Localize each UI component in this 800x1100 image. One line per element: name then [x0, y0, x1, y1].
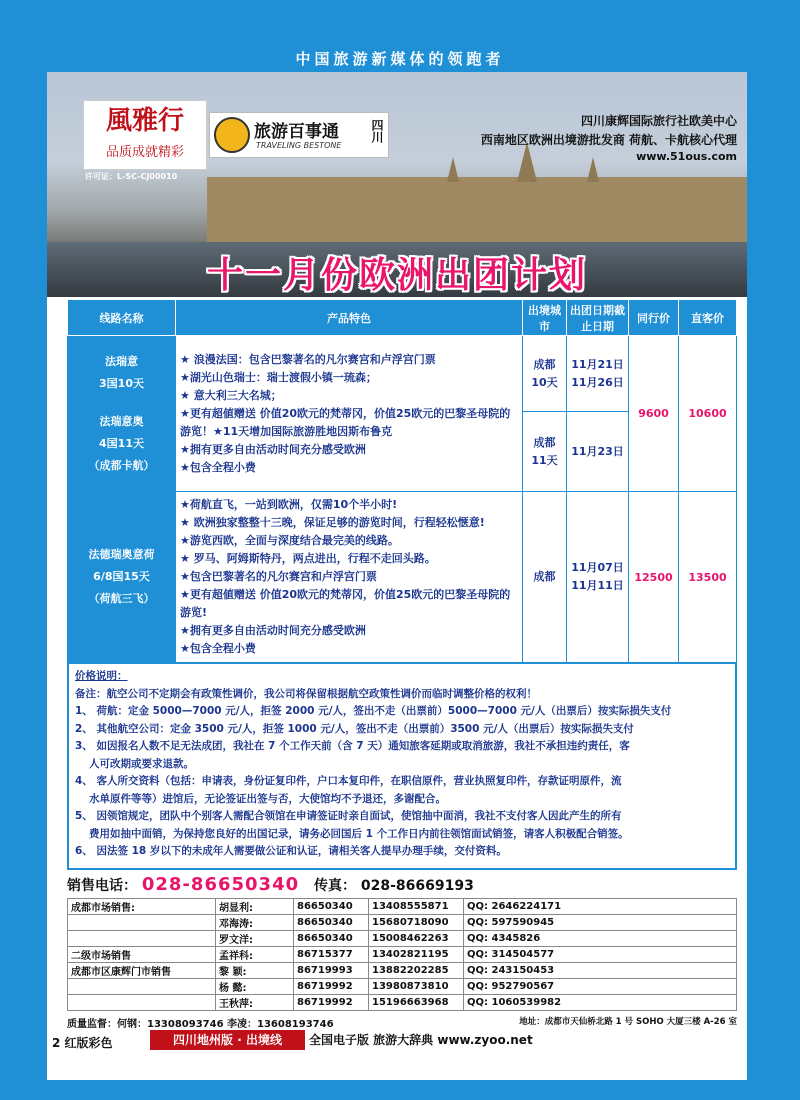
tel-cell: 86650340 [294, 931, 369, 947]
note-item: 4、 客人所交资料（包括：申请表，身份证复印件，户口本复印件，在职信原件，营业执照复印件，存款证明原件，流 [75, 775, 622, 787]
tel-cell: 86650340 [294, 915, 369, 931]
city-group1b [523, 412, 567, 492]
address: 地址：成都市天仙桥北路 1 号 SOHO 大厦三楼 A-26 室 [519, 1017, 737, 1027]
peer-price-group2: 12500 [629, 492, 679, 663]
mascot-icon [214, 117, 250, 153]
tel-cell: 86715377 [294, 947, 369, 963]
dept-cell: 成都市场销售: [68, 899, 216, 915]
dept-cell [68, 995, 216, 1011]
note-item: 水单原件等等）进馆后，无论签证出签与否，大使馆均不予退还，多谢配合。 [89, 792, 446, 805]
dept-cell: 二级市场销售 [68, 947, 216, 963]
route-duration: 6/8国15天 [93, 570, 150, 583]
agency-desc: 西南地区欧洲出境游批发商 荷航、卡航核心代理 [480, 133, 737, 147]
table-row [68, 963, 737, 979]
price-notes [67, 662, 737, 870]
fengyaxing-logo [83, 100, 207, 170]
tour-plan-table [67, 299, 737, 663]
tel-cell: 86650340 [294, 899, 369, 915]
feature-item: ★拥有更多自由活动时间充分感受欧洲 [180, 442, 366, 456]
departure-date: 11月07日 [571, 561, 624, 574]
header-route: 线路名称 [68, 300, 176, 336]
qq-cell: QQ: 314504577 [464, 947, 737, 963]
features-group1 [176, 336, 523, 492]
feature-item: ★ 浪漫法国：包含巴黎著名的凡尔赛宫和卢浮宫门票 [180, 352, 436, 366]
tel-cell: 86719992 [294, 995, 369, 1011]
table-row [68, 899, 737, 915]
feature-item: ★游览西欧，全面与深度结合最完美的线路。 [180, 534, 399, 547]
qq-cell: QQ: 597590945 [464, 915, 737, 931]
note-item: 6、 因法签 18 岁以下的未成年人需要做公证和认证，请相关客人提早办理手续，交付资料。 [75, 845, 507, 857]
feature-item: ★拥有更多自由活动时间充分感受欧洲 [180, 624, 366, 637]
header-city: 出境城市 [523, 300, 567, 336]
feature-item: ★包含全程小费 [180, 460, 256, 474]
staff-table [67, 898, 737, 1011]
city-name: 成都 [533, 357, 556, 371]
parliament-building-image [207, 177, 747, 252]
city-group2: 成都 [523, 492, 567, 663]
mobile-cell: 15680718090 [369, 915, 464, 931]
qq-cell: QQ: 952790567 [464, 979, 737, 995]
city-name: 成都 [533, 435, 556, 449]
features-group2 [176, 492, 523, 663]
note-item: 3、 如因报名人数不足无法成团，我社在 7 个工作天前（含 7 天）通知旅客延期或取消旅游，我社不承担违约责任，客 [75, 740, 630, 752]
qq-cell: QQ: 1060539982 [464, 995, 737, 1011]
license-number: 许可证：L-SC-CJ00010 [85, 172, 178, 181]
slogan: 中国旅游新媒体的领跑者 [295, 50, 505, 68]
qq-cell: QQ: 243150453 [464, 963, 737, 979]
route-group1 [68, 336, 176, 492]
city-days: 11天 [531, 453, 558, 467]
peer-price-group1: 9600 [629, 336, 679, 492]
feature-item: ★荷航直飞，一站到欧洲，仅需10个半小时! [180, 498, 398, 511]
route-name: 法瑞意奥 [99, 414, 144, 428]
departure-date: 11月11日 [571, 579, 624, 592]
feature-item: ★更有超値赠送 价值20欧元的梵蒂冈，价值25欧元的巴黎圣母院的游览！★11天增加国际旅游胜地因斯布鲁克 [180, 406, 511, 438]
sales-label: 销售电话： [67, 878, 137, 894]
tel-cell: 86719992 [294, 979, 369, 995]
feature-item: ★ 意大利三大名城； [180, 388, 282, 402]
route-group2 [68, 492, 176, 663]
name-cell: 邓海涛: [216, 915, 294, 931]
header-peer-price: 同行价 [629, 300, 679, 336]
tel-cell: 86719993 [294, 963, 369, 979]
note-item: 人可改期或要求退款。 [89, 757, 194, 770]
note-item: 费用如抽中面销，为保持您良好的出国记录，请务必回国后 1 个工作日内前往领馆面试销签，请客人积极配合销签。 [89, 827, 629, 840]
agency-info [397, 112, 737, 163]
mobile-cell: 15196663968 [369, 995, 464, 1011]
feature-item: ★ 罗马、阿姆斯特丹，两点进出，行程不走回头路。 [180, 552, 436, 565]
hero-banner [47, 72, 747, 297]
dept-cell [68, 915, 216, 931]
table-row [68, 947, 737, 963]
quality-line [67, 1015, 737, 1030]
direct-price-group2: 13500 [679, 492, 737, 663]
contact-section [67, 874, 737, 1030]
city-days: 10天 [531, 375, 558, 389]
bestone-logo [209, 112, 389, 158]
header-direct-price: 直客价 [679, 300, 737, 336]
bestone-name: 旅游百事通 [254, 122, 339, 142]
feature-item: ★更有超値赠送 价值20欧元的梵蒂冈，价值25欧元的巴黎圣母院的游览! [180, 588, 511, 619]
note-item: 1、 荷航：定金 5000—7000 元/人，拒签 2000 元/人，签出不走（出票前）5000—7000 元/人（出票后）按实际损失支付 [75, 705, 672, 717]
notes-heading: 价格说明： [75, 670, 128, 682]
mobile-cell: 13408555871 [369, 899, 464, 915]
quality-supervision: 质量监督：何钢：13308093746 李凌：13608193746 [67, 1019, 334, 1030]
fax-number: 028-86669193 [360, 878, 474, 894]
name-cell: 胡显利: [216, 899, 294, 915]
feature-item: ★包含巴黎著名的凡尔赛宫和卢浮宫门票 [180, 570, 377, 583]
route-name: 法瑞意 [105, 354, 138, 368]
name-cell: 孟祥科: [216, 947, 294, 963]
name-cell: 杨 懿: [216, 979, 294, 995]
footer [0, 1030, 800, 1052]
mobile-cell: 13980873810 [369, 979, 464, 995]
departure-date: 11月23日 [571, 444, 624, 458]
dept-cell: 成都市区康辉门市销售 [68, 963, 216, 979]
feature-item: ★ 欧洲独家整整十三晚，保证足够的游览时间，行程轻松惬意! [180, 516, 485, 529]
bestone-english: TRAVELING BESTONE [256, 141, 342, 150]
mobile-cell: 13402821195 [369, 947, 464, 963]
name-cell: 黎 颖: [216, 963, 294, 979]
name-cell: 罗文洋: [216, 931, 294, 947]
dept-cell [68, 979, 216, 995]
page-title: 十一月份欧洲出团计划 [206, 255, 587, 296]
edition-label: 四川地州版 · 出境线 [150, 1030, 305, 1050]
mobile-cell: 13882202285 [369, 963, 464, 979]
dates-group1b [567, 412, 629, 492]
fengyaxing-name: 風雅行 [105, 106, 184, 136]
departure-date: 11月26日 [571, 375, 624, 389]
qq-cell: QQ: 4345826 [464, 931, 737, 947]
direct-price-group1: 10600 [679, 336, 737, 492]
agency-name: 四川康辉国际旅行社欧美中心 [580, 114, 737, 128]
table-row [68, 979, 737, 995]
qq-cell: QQ: 2646224171 [464, 899, 737, 915]
city-group1a [523, 336, 567, 412]
route-airline: （成都卡航） [88, 458, 155, 472]
header-dates: 出团日期截止日期 [567, 300, 629, 336]
route-name: 法德瑞奥意荷 [88, 548, 155, 561]
note-item: 2、 其他航空公司：定金 3500 元/人，拒签 1000 元/人，签出不走（出票前）3500 元/人（出票后）按实际损失支付 [75, 722, 634, 735]
name-cell: 王秋萍: [216, 995, 294, 1011]
sales-number[interactable]: 028-86650340 [141, 874, 300, 895]
note-item: 5、 因领馆规定，团队中个别客人需配合领馆在申请签证时亲自面试，使馆抽中面消，我社不支付客人因此产生的所有 [75, 810, 622, 822]
sales-line [67, 874, 737, 896]
fengyaxing-tagline: 品质成就精彩 [105, 145, 184, 160]
route-duration: 4国11天 [99, 436, 144, 450]
footer-site[interactable]: 全国电子版 旅游大辞典 www.zyoo.net [305, 1030, 565, 1050]
mobile-cell: 15008462263 [369, 931, 464, 947]
route-duration: 3国10天 [99, 376, 144, 390]
bestone-region: 四川 [370, 119, 384, 143]
page-number: 2 红版彩色 [52, 1036, 113, 1050]
route-airline: （荷航三飞） [88, 592, 155, 605]
table-row [68, 995, 737, 1011]
agency-website[interactable]: www.51ous.com [636, 150, 737, 163]
dates-group1a [567, 336, 629, 412]
table-row [68, 931, 737, 947]
dates-group2 [567, 492, 629, 663]
feature-item: ★包含全程小费 [180, 642, 256, 655]
header-features: 产品特色 [176, 300, 523, 336]
fax-label: 传真： [314, 878, 356, 894]
dept-cell [68, 931, 216, 947]
page [47, 72, 747, 1080]
table-row [68, 915, 737, 931]
feature-item: ★湖光山色瑞士：瑞士渡假小镇一琉森； [180, 370, 377, 384]
note-item: 备注：航空公司不定期会有政策性调价，我公司将保留根据航空政策性调价而临时调整价格的权利！ [75, 687, 537, 700]
departure-date: 11月21日 [571, 357, 624, 371]
